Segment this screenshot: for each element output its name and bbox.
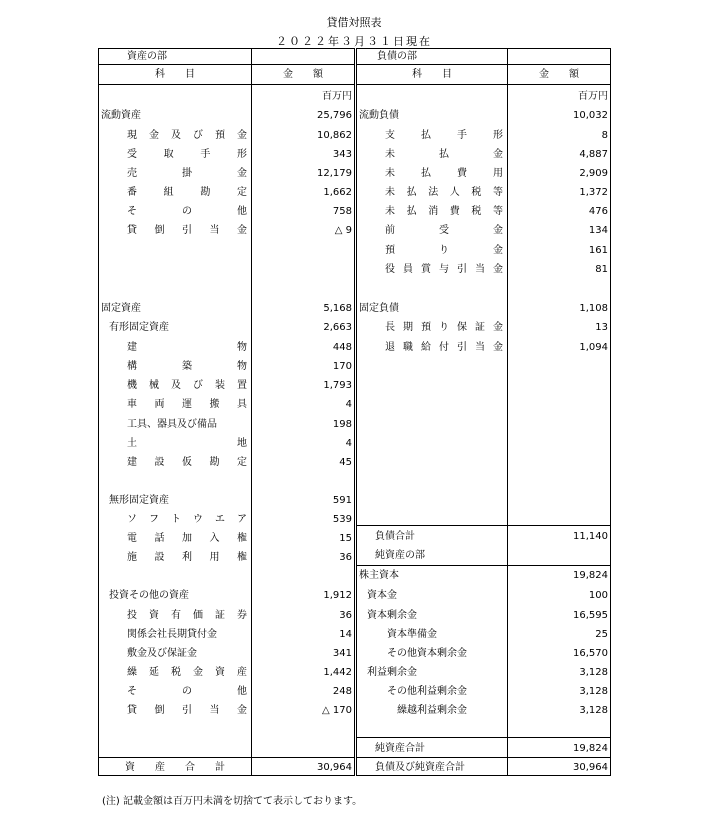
row-value: 343 xyxy=(332,149,352,160)
label-char: 定 xyxy=(237,457,247,468)
row-label xyxy=(127,701,247,720)
label-char: 構 xyxy=(127,361,137,372)
label-char: 券 xyxy=(237,610,247,621)
label-char: 払 xyxy=(406,206,417,217)
row-label xyxy=(385,260,503,279)
liabilities-panel xyxy=(356,48,611,776)
grand-total-value: 30,964 xyxy=(573,762,608,773)
label-char: 給 xyxy=(421,342,431,353)
label-char: 金 xyxy=(149,130,159,141)
row-label: 工具、器具及び備品 xyxy=(127,419,217,430)
row-value: 19,824 xyxy=(573,570,608,581)
label-char: 職 xyxy=(403,342,413,353)
label-char: 用 xyxy=(493,168,503,179)
assets-amount-header: 金 額 xyxy=(283,69,323,80)
row-value: △ 9 xyxy=(334,225,352,236)
row-value: 36 xyxy=(339,552,352,563)
row-divider xyxy=(99,84,354,85)
label-char: 掛 xyxy=(182,168,192,179)
label-char: フ xyxy=(149,514,159,525)
row-value: 10,032 xyxy=(573,110,608,121)
row-label: 株主資本 xyxy=(359,570,399,581)
unit-label: 百万円 xyxy=(578,91,608,102)
label-char: 番 xyxy=(127,187,137,198)
row-label xyxy=(127,682,247,701)
label-char: び xyxy=(193,380,203,391)
liabilities-section-heading: 負債の部 xyxy=(377,51,417,62)
label-char: 金 xyxy=(493,149,503,160)
label-char: 建 xyxy=(127,342,137,353)
row-value: 81 xyxy=(595,264,608,275)
label-char: 利 xyxy=(182,552,192,563)
label-char: 人 xyxy=(449,187,460,198)
label-char: 引 xyxy=(182,225,192,236)
label-char: 法 xyxy=(428,187,439,198)
document-title: 貸借対照表 xyxy=(326,16,382,29)
label-char: 具 xyxy=(237,399,247,410)
row-value: 161 xyxy=(588,245,608,256)
label-char: 払 xyxy=(421,168,431,179)
label-char: 運 xyxy=(182,399,192,410)
label-char: 物 xyxy=(237,342,247,353)
label-char: 置 xyxy=(237,380,247,391)
label-char: 払 xyxy=(439,149,449,160)
label-char: 未 xyxy=(385,149,395,160)
label-char: 資 xyxy=(215,667,225,678)
row-value: 25 xyxy=(595,629,608,640)
label-char: 証 xyxy=(215,610,225,621)
row-value: 198 xyxy=(332,419,352,430)
label-char: 未 xyxy=(385,168,395,179)
label-char: 金 xyxy=(237,705,247,716)
label-char: 形 xyxy=(493,130,503,141)
row-value: 539 xyxy=(332,514,352,525)
label-char: 地 xyxy=(237,438,247,449)
label-char: 車 xyxy=(127,399,137,410)
label-char: 価 xyxy=(193,610,203,621)
row-value: 8 xyxy=(601,130,608,141)
label-char: 勘 xyxy=(209,457,220,468)
row-value: 758 xyxy=(332,206,352,217)
label-char: 金 xyxy=(493,264,503,275)
label-char: の xyxy=(182,206,192,217)
assets-section-heading: 資産の部 xyxy=(127,51,167,62)
row-label: 無形固定資産 xyxy=(109,495,169,506)
row-label: 投資その他の資産 xyxy=(109,590,189,601)
row-label: 有形固定資産 xyxy=(109,322,169,333)
label-char: 消 xyxy=(428,206,439,217)
row-label xyxy=(127,376,247,395)
row-label: 敷金及び保証金 xyxy=(127,648,197,659)
row-label xyxy=(127,145,247,164)
row-label xyxy=(385,338,503,357)
label-char: り xyxy=(439,245,449,256)
unit-label: 百万円 xyxy=(322,91,352,102)
row-label xyxy=(127,529,247,548)
row-value: 341 xyxy=(332,648,352,659)
report-date: ２０２２年３月３１日現在 xyxy=(276,35,432,48)
label-char: 築 xyxy=(182,361,192,372)
footnote: (注) 記載金額は百万円未満を切捨てて表示しております。 xyxy=(102,796,363,807)
label-char: 両 xyxy=(154,399,165,410)
row-value: 1,442 xyxy=(323,667,352,678)
row-label: 関係会社長期貸付金 xyxy=(127,629,217,640)
row-label: 繰越利益剰余金 xyxy=(397,705,467,716)
label-char: 設 xyxy=(154,552,165,563)
label-char: 建 xyxy=(127,457,137,468)
assets-total-text: 資 産 合 計 xyxy=(125,762,225,773)
label-char: そ xyxy=(127,686,137,697)
label-char: 等 xyxy=(492,206,503,217)
row-label xyxy=(127,221,247,240)
label-char: 権 xyxy=(237,552,247,563)
label-char: 他 xyxy=(237,206,247,217)
row-label xyxy=(127,606,247,625)
label-char: 費 xyxy=(457,168,467,179)
label-char: 当 xyxy=(475,342,485,353)
row-value: 14 xyxy=(339,629,352,640)
row-value: 2,909 xyxy=(579,168,608,179)
row-value: 16,570 xyxy=(573,648,608,659)
label-char: 話 xyxy=(154,533,165,544)
label-char: 費 xyxy=(449,206,460,217)
row-label: 資本剰余金 xyxy=(367,610,417,621)
row-value: 134 xyxy=(588,225,608,236)
row-value: 4 xyxy=(345,438,352,449)
label-char: 金 xyxy=(193,667,203,678)
label-char: 未 xyxy=(385,187,395,198)
label-char: 金 xyxy=(237,130,247,141)
row-value: 3,128 xyxy=(579,686,608,697)
label-char: 税 xyxy=(171,667,181,678)
row-value: 1,094 xyxy=(579,342,608,353)
row-label xyxy=(127,126,247,145)
row-value: 4,887 xyxy=(579,149,608,160)
row-label xyxy=(127,183,247,202)
label-char: ア xyxy=(237,514,247,525)
label-char: 預 xyxy=(385,245,395,256)
row-value: 4 xyxy=(345,399,352,410)
row-label xyxy=(127,548,247,567)
label-char: 預 xyxy=(421,322,431,333)
row-value: 100 xyxy=(588,590,608,601)
row-value: 3,128 xyxy=(579,667,608,678)
label-char: ウ xyxy=(193,514,203,525)
label-char: 設 xyxy=(154,457,165,468)
label-char: 未 xyxy=(385,206,395,217)
row-value: 36 xyxy=(339,610,352,621)
label-char: り xyxy=(439,322,449,333)
row-value: 448 xyxy=(332,342,352,353)
row-label xyxy=(127,202,247,221)
label-char: 及 xyxy=(171,380,181,391)
equity-section-heading: 純資産の部 xyxy=(375,550,425,561)
label-char: 土 xyxy=(127,438,137,449)
label-char: 延 xyxy=(149,667,159,678)
label-char: 証 xyxy=(475,322,485,333)
row-value: 5,168 xyxy=(323,303,352,314)
row-label xyxy=(385,318,503,337)
label-char: 手 xyxy=(200,149,211,160)
row-value: 25,796 xyxy=(317,110,352,121)
label-char: 倒 xyxy=(154,705,165,716)
row-value: 3,128 xyxy=(579,705,608,716)
row-value: 10,862 xyxy=(317,130,352,141)
label-char: 期 xyxy=(403,322,413,333)
label-char: び xyxy=(193,130,203,141)
label-char: 有 xyxy=(171,610,181,621)
label-char: 他 xyxy=(237,686,247,697)
row-divider xyxy=(357,737,610,738)
label-char: 支 xyxy=(385,130,395,141)
label-char: 賞 xyxy=(421,264,431,275)
equity-total-label: 純資産合計 xyxy=(375,743,425,754)
liabilities-item-header: 科 目 xyxy=(412,69,452,80)
row-label xyxy=(127,338,247,357)
row-label xyxy=(127,164,247,183)
label-char: そ xyxy=(127,206,137,217)
row-label: その他利益剰余金 xyxy=(387,686,467,697)
label-char: 械 xyxy=(149,380,159,391)
label-char: 引 xyxy=(457,342,467,353)
label-char: の xyxy=(182,686,192,697)
row-label xyxy=(385,126,503,145)
row-value: 12,179 xyxy=(317,168,352,179)
row-label xyxy=(127,453,247,472)
label-char: 前 xyxy=(385,225,395,236)
row-value: 45 xyxy=(339,457,352,468)
row-value: 476 xyxy=(588,206,608,217)
row-value: 170 xyxy=(332,361,352,372)
liabilities-total-label: 負債合計 xyxy=(375,531,415,542)
label-char: 引 xyxy=(182,705,192,716)
label-char: 産 xyxy=(237,667,247,678)
label-char: 金 xyxy=(237,168,247,179)
label-char: 売 xyxy=(127,168,137,179)
label-char: 受 xyxy=(127,149,137,160)
row-value: 248 xyxy=(332,686,352,697)
equity-total-value: 19,824 xyxy=(573,743,608,754)
row-value: 1,108 xyxy=(579,303,608,314)
label-char: 貸 xyxy=(127,705,137,716)
label-char: 勘 xyxy=(200,187,211,198)
row-label xyxy=(385,202,503,221)
row-label xyxy=(385,145,503,164)
row-label: 資本金 xyxy=(367,590,397,601)
label-char: 現 xyxy=(127,130,137,141)
row-value: 16,595 xyxy=(573,610,608,621)
label-char: 金 xyxy=(237,225,247,236)
label-char: 電 xyxy=(127,533,137,544)
assets-total-label xyxy=(125,758,245,777)
row-label: 固定負債 xyxy=(359,303,399,314)
label-char: 等 xyxy=(492,187,503,198)
label-char: 手 xyxy=(457,130,467,141)
row-label xyxy=(385,221,503,240)
label-char: エ xyxy=(215,514,225,525)
row-label xyxy=(127,510,247,529)
label-char: 定 xyxy=(236,187,247,198)
row-value: 2,663 xyxy=(323,322,352,333)
row-value: 1,662 xyxy=(323,187,352,198)
label-char: 長 xyxy=(385,322,395,333)
label-char: 退 xyxy=(385,342,395,353)
label-char: 倒 xyxy=(154,225,165,236)
label-char: 貸 xyxy=(127,225,137,236)
row-divider xyxy=(357,84,610,85)
liabilities-total-value: 11,140 xyxy=(573,531,608,542)
label-char: 保 xyxy=(457,322,467,333)
label-char: 加 xyxy=(182,533,192,544)
label-char: 搬 xyxy=(209,399,220,410)
row-label: その他資本剰余金 xyxy=(387,648,467,659)
label-char: 払 xyxy=(421,130,431,141)
label-char: 仮 xyxy=(182,457,192,468)
label-char: 形 xyxy=(236,149,247,160)
row-label xyxy=(127,395,247,414)
liabilities-amount-header: 金 額 xyxy=(539,69,579,80)
label-char: 権 xyxy=(237,533,247,544)
label-char: 装 xyxy=(215,380,225,391)
label-char: 役 xyxy=(385,264,395,275)
label-char: 当 xyxy=(209,705,220,716)
row-value: 1,793 xyxy=(323,380,352,391)
row-value: 13 xyxy=(595,322,608,333)
label-char: 税 xyxy=(471,187,482,198)
label-char: 用 xyxy=(209,552,220,563)
row-label xyxy=(385,183,503,202)
label-char: 組 xyxy=(163,187,174,198)
label-char: 与 xyxy=(439,264,449,275)
row-label: 流動資産 xyxy=(101,110,141,121)
label-char: 入 xyxy=(209,533,220,544)
label-char: 資 xyxy=(149,610,159,621)
row-label xyxy=(385,164,503,183)
label-char: 金 xyxy=(493,322,503,333)
row-divider xyxy=(357,525,610,526)
assets-total-value: 30,964 xyxy=(317,762,352,773)
label-char: 払 xyxy=(406,187,417,198)
label-char: 及 xyxy=(171,130,181,141)
label-char: 員 xyxy=(403,264,413,275)
label-char: 繰 xyxy=(127,667,137,678)
label-char: 投 xyxy=(127,610,137,621)
label-char: 取 xyxy=(163,149,174,160)
row-label: 流動負債 xyxy=(359,110,399,121)
label-char: 施 xyxy=(127,552,137,563)
assets-panel xyxy=(98,48,355,776)
row-label xyxy=(127,434,247,453)
label-char: 機 xyxy=(127,380,137,391)
row-label xyxy=(127,357,247,376)
row-label: 固定資産 xyxy=(101,303,141,314)
row-label: 利益剰余金 xyxy=(367,667,417,678)
label-char: 金 xyxy=(493,245,503,256)
label-char: 当 xyxy=(475,264,485,275)
label-char: 付 xyxy=(439,342,449,353)
row-value: 1,372 xyxy=(579,187,608,198)
label-char: ト xyxy=(171,514,181,525)
label-char: 金 xyxy=(493,342,503,353)
label-char: 引 xyxy=(457,264,467,275)
row-label: 資本準備金 xyxy=(387,629,437,640)
row-label xyxy=(127,663,247,682)
row-label xyxy=(385,241,503,260)
label-char: 税 xyxy=(471,206,482,217)
label-char: ソ xyxy=(127,514,137,525)
label-char: 物 xyxy=(237,361,247,372)
row-value: 591 xyxy=(332,495,352,506)
assets-item-header: 科 目 xyxy=(155,69,195,80)
label-char: 金 xyxy=(493,225,503,236)
row-value: △ 170 xyxy=(322,705,352,716)
row-value: 15 xyxy=(339,533,352,544)
label-char: 受 xyxy=(439,225,449,236)
label-char: 当 xyxy=(209,225,220,236)
label-char: 預 xyxy=(215,130,225,141)
row-value: 1,912 xyxy=(323,590,352,601)
grand-total-label: 負債及び純資産合計 xyxy=(375,762,465,773)
